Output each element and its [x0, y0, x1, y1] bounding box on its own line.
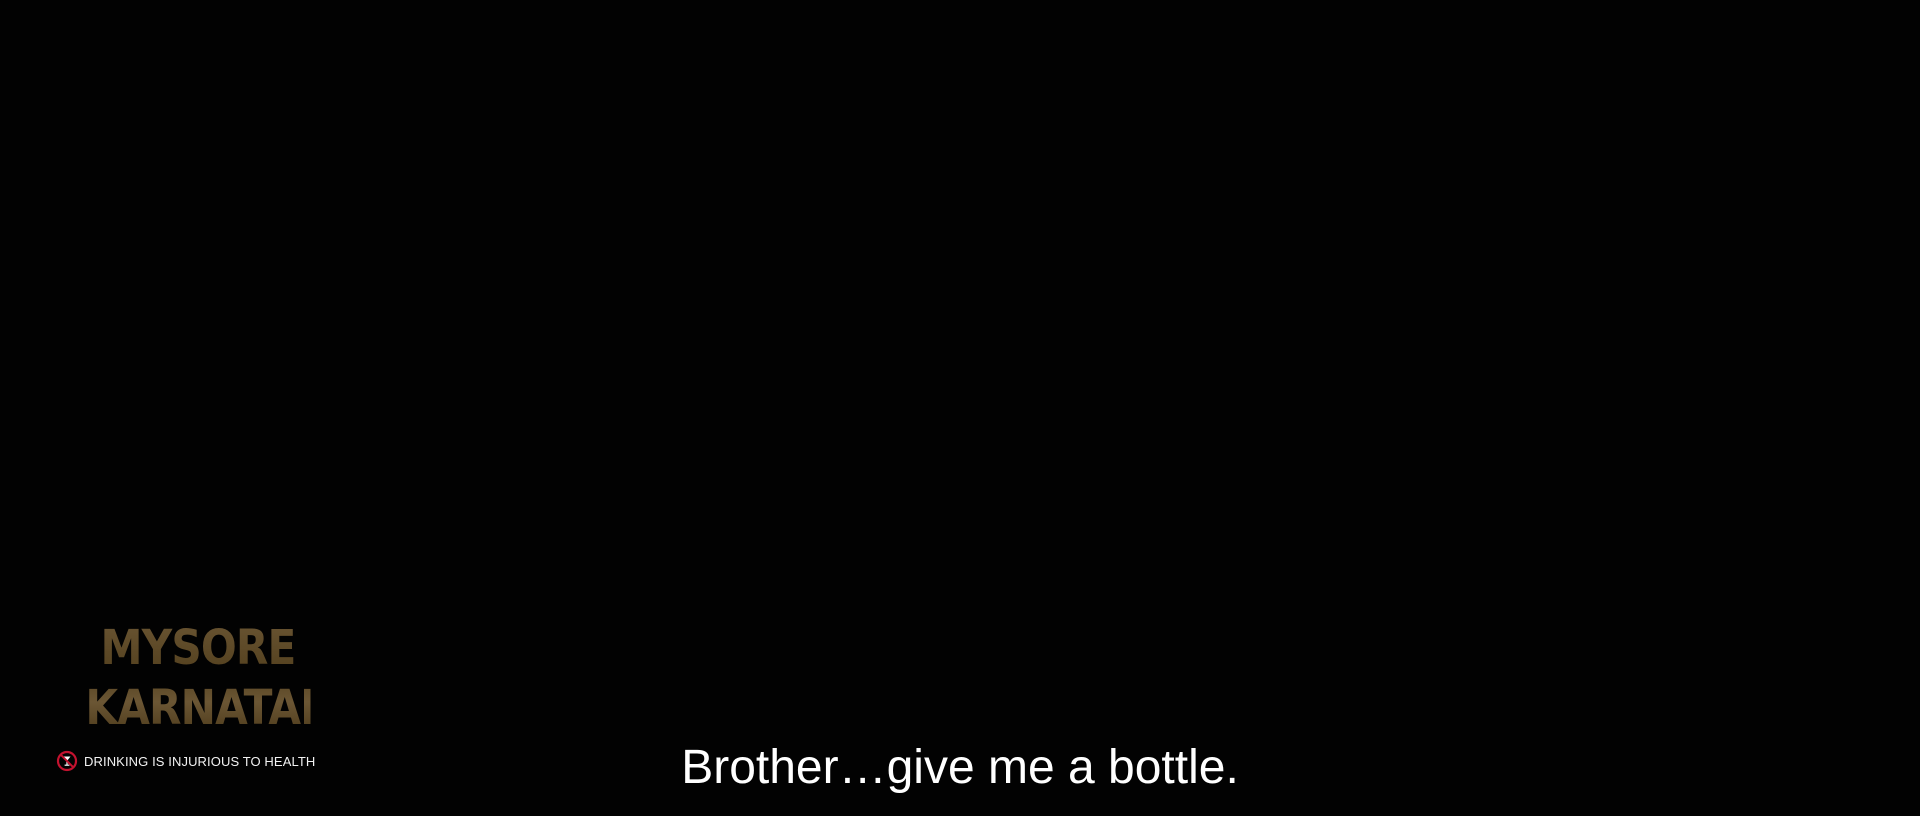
health-warning-text: DRINKING IS INJURIOUS TO HEALTH — [84, 753, 316, 769]
location-city: MYSORE — [100, 620, 296, 676]
subtitle-caption: Brother…give me a bottle. — [681, 741, 1239, 794]
location-title-card — [85, 618, 364, 738]
location-state: KARNATAKA — [85, 680, 364, 736]
